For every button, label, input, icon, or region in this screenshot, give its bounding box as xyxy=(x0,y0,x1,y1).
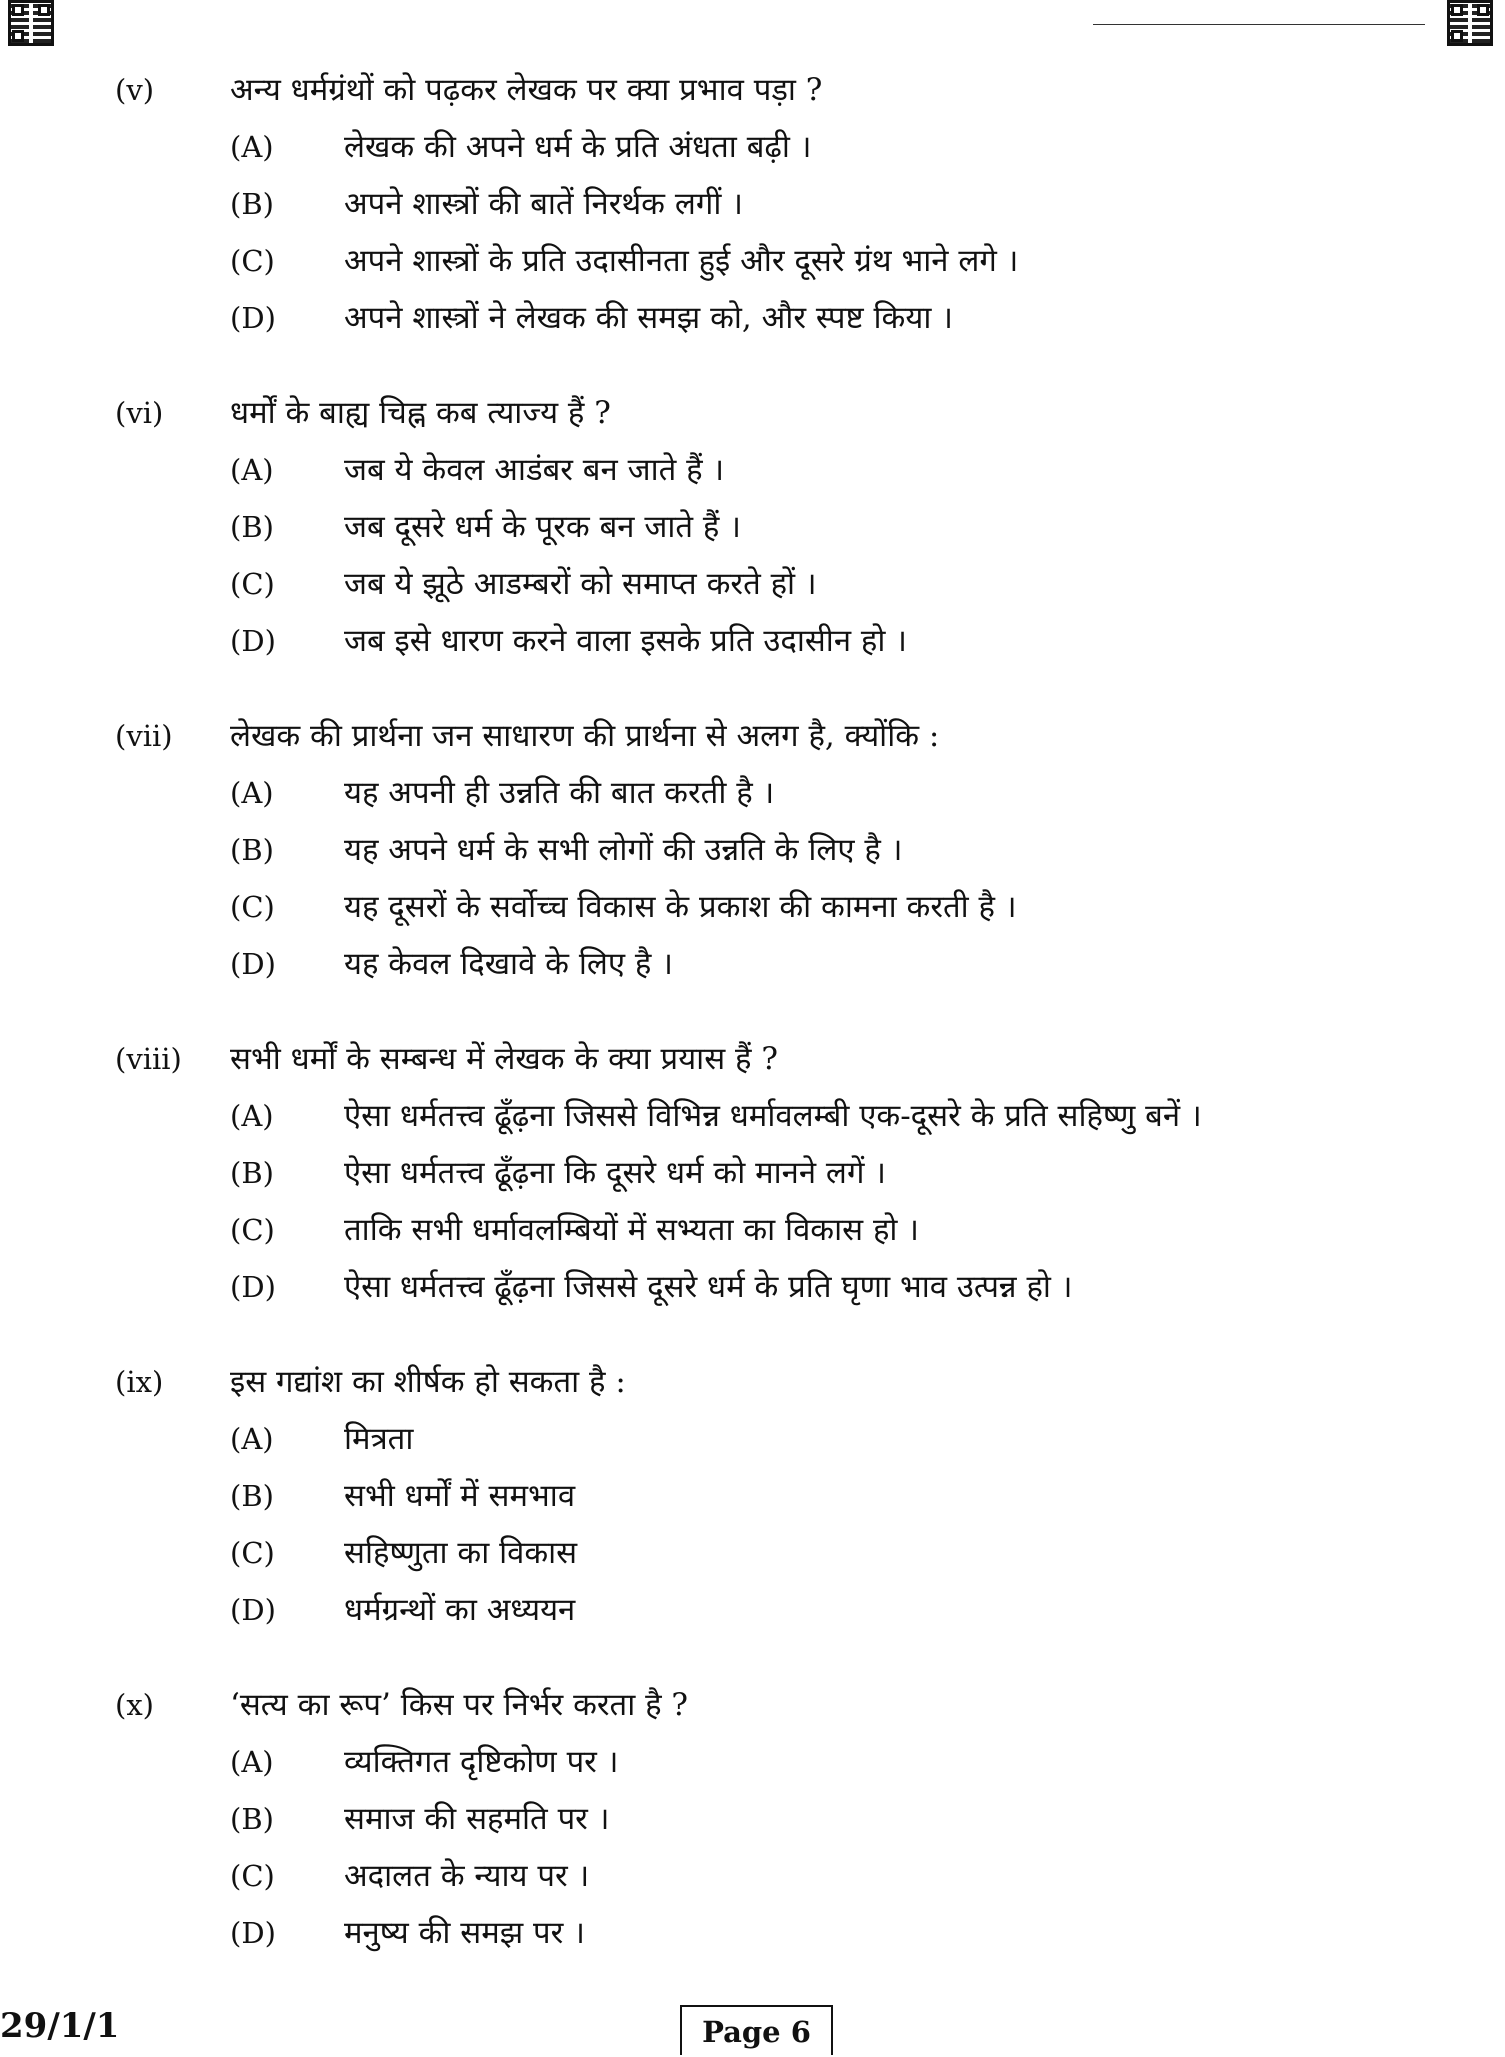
option-letter: (B) xyxy=(230,1802,274,1836)
option-b xyxy=(0,830,1505,870)
option-letter: (C) xyxy=(230,1859,275,1893)
option-letter: (C) xyxy=(230,567,275,601)
option-b xyxy=(0,1799,1505,1839)
option-letter: (A) xyxy=(230,1422,274,1456)
option-text: अपने शास्त्रों के प्रति उदासीनता हुई और दूसरे ग्रंथ भाने लगे । xyxy=(344,243,1019,279)
option-text: यह दूसरों के सर्वोच्च विकास के प्रकाश की कामना करती है । xyxy=(344,889,1017,925)
option-text: जब ये झूठे आडम्बरों को समाप्त करते हों । xyxy=(344,566,817,602)
option-letter: (D) xyxy=(230,1593,276,1627)
option-text: यह केवल दिखावे के लिए है । xyxy=(344,946,673,982)
option-c xyxy=(0,887,1505,927)
option-text: अपने शास्त्रों की बातें निरर्थक लगीं । xyxy=(344,186,743,222)
question-text: ‘सत्य का रूप’ किस पर निर्भर करता है ? xyxy=(230,1687,689,1723)
option-text: अदालत के न्याय पर । xyxy=(344,1858,590,1894)
option-text: ऐसा धर्मतत्त्व ढूँढ़ना जिससे विभिन्न धर्मावलम्बी एक-दूसरे के प्रति सहिष्णु बनें । xyxy=(344,1098,1202,1134)
question-text: लेखक की प्रार्थना जन साधारण की प्रार्थना से अलग है, क्योंकि : xyxy=(230,718,940,754)
option-letter: (A) xyxy=(230,1099,274,1133)
option-a xyxy=(0,1096,1505,1136)
option-text: यह अपनी ही उन्नति की बात करती है । xyxy=(344,775,775,811)
option-d xyxy=(0,1590,1505,1630)
option-b xyxy=(0,507,1505,547)
option-letter: (D) xyxy=(230,947,276,981)
option-text: समाज की सहमति पर । xyxy=(344,1801,610,1837)
question-text: अन्य धर्मग्रंथों को पढ़कर लेखक पर क्या प्रभाव पड़ा ? xyxy=(230,72,823,108)
option-d xyxy=(0,1913,1505,1953)
paper-code: 29/1/1 xyxy=(0,2006,120,2046)
option-b xyxy=(0,1153,1505,1193)
option-c xyxy=(0,564,1505,604)
option-letter: (C) xyxy=(230,890,275,924)
option-c xyxy=(0,1533,1505,1573)
question-number: (vii) xyxy=(115,719,173,753)
option-letter: (D) xyxy=(230,301,276,335)
option-text: ऐसा धर्मतत्त्व ढूँढ़ना कि दूसरे धर्म को मानने लगें । xyxy=(344,1155,886,1191)
question-number: (vi) xyxy=(115,396,164,430)
question-number: (ix) xyxy=(115,1365,164,1399)
option-letter: (A) xyxy=(230,130,274,164)
option-a xyxy=(0,450,1505,490)
option-text: मनुष्य की समझ पर । xyxy=(344,1915,585,1951)
question-number: (viii) xyxy=(115,1042,182,1076)
option-d xyxy=(0,298,1505,338)
qr-code-right-icon xyxy=(1447,0,1493,46)
option-text: ताकि सभी धर्मावलम्बियों में सभ्यता का विकास हो । xyxy=(344,1212,920,1248)
option-letter: (C) xyxy=(230,1213,275,1247)
option-letter: (D) xyxy=(230,1916,276,1950)
option-c xyxy=(0,1210,1505,1250)
option-text: जब दूसरे धर्म के पूरक बन जाते हैं । xyxy=(344,509,741,545)
question-text: धर्मों के बाह्य चिह्न कब त्याज्य हैं ? xyxy=(230,395,611,431)
question-text: इस गद्यांश का शीर्षक हो सकता है : xyxy=(230,1364,626,1400)
option-letter: (B) xyxy=(230,833,274,867)
page-number: Page 6 xyxy=(680,2005,833,2055)
option-text: ऐसा धर्मतत्त्व ढूँढ़ना जिससे दूसरे धर्म के प्रति घृणा भाव उत्पन्न हो । xyxy=(344,1269,1073,1305)
option-a xyxy=(0,1419,1505,1459)
question-text: सभी धर्मों के सम्बन्ध में लेखक के क्या प्रयास हैं ? xyxy=(230,1041,778,1077)
option-text: जब इसे धारण करने वाला इसके प्रति उदासीन हो । xyxy=(344,623,907,659)
option-b xyxy=(0,1476,1505,1516)
option-c xyxy=(0,241,1505,281)
option-text: सहिष्णुता का विकास xyxy=(344,1535,578,1571)
option-text: मित्रता xyxy=(344,1421,414,1457)
option-letter: (C) xyxy=(230,244,275,278)
option-text: अपने शास्त्रों ने लेखक की समझ को, और स्पष्ट किया । xyxy=(344,300,953,336)
option-letter: (D) xyxy=(230,624,276,658)
option-text: धर्मग्रन्थों का अध्ययन xyxy=(344,1592,576,1628)
option-a xyxy=(0,1742,1505,1782)
option-text: व्यक्तिगत दृष्टिकोण पर । xyxy=(344,1744,619,1780)
option-text: सभी धर्मों में समभाव xyxy=(344,1478,576,1514)
option-letter: (B) xyxy=(230,187,274,221)
option-letter: (D) xyxy=(230,1270,276,1304)
option-c xyxy=(0,1856,1505,1896)
option-d xyxy=(0,621,1505,661)
option-letter: (A) xyxy=(230,776,274,810)
option-letter: (B) xyxy=(230,1479,274,1513)
header-rule xyxy=(1093,24,1425,25)
qr-code-left-icon xyxy=(8,0,54,46)
question-number: (v) xyxy=(115,73,155,107)
option-letter: (B) xyxy=(230,510,274,544)
option-a xyxy=(0,773,1505,813)
option-text: लेखक की अपने धर्म के प्रति अंधता बढ़ी । xyxy=(344,129,812,165)
option-letter: (A) xyxy=(230,453,274,487)
question-number: (x) xyxy=(115,1688,154,1722)
option-text: यह अपने धर्म के सभी लोगों की उन्नति के लिए है । xyxy=(344,832,903,868)
option-d xyxy=(0,1267,1505,1307)
option-a xyxy=(0,127,1505,167)
option-d xyxy=(0,944,1505,984)
option-letter: (B) xyxy=(230,1156,274,1190)
option-text: जब ये केवल आडंबर बन जाते हैं । xyxy=(344,452,725,488)
option-letter: (A) xyxy=(230,1745,274,1779)
option-b xyxy=(0,184,1505,224)
option-letter: (C) xyxy=(230,1536,275,1570)
